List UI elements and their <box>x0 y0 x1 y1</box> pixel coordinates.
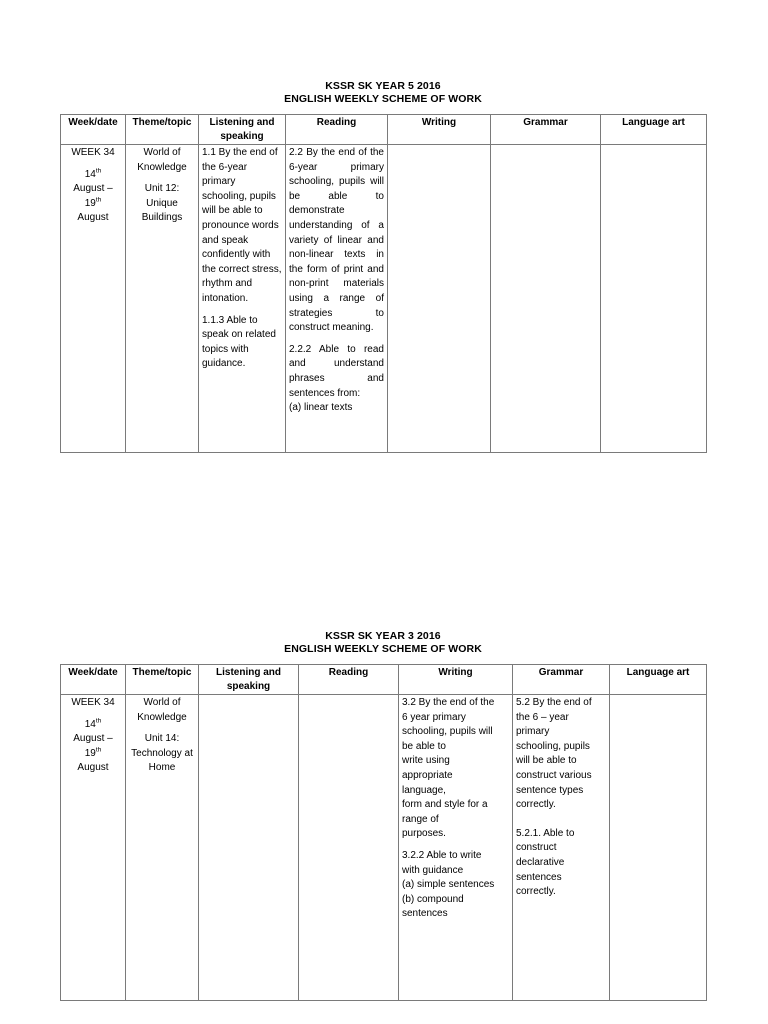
week-date-cell <box>61 695 126 1001</box>
header-week-date: Week/date <box>61 115 126 145</box>
text-line: be able to <box>402 740 446 752</box>
theme-topic-cell <box>126 695 199 1001</box>
grammar-cell <box>491 145 601 453</box>
text-line: sentences <box>516 871 562 883</box>
reading-objective-item: (a) linear texts <box>289 402 353 414</box>
theme-name: World of Knowledge <box>137 697 187 723</box>
reading-cell <box>286 145 388 453</box>
header-listening-speaking: Listening and speaking <box>199 665 299 695</box>
language-art-cell <box>601 145 707 453</box>
writing-standard <box>402 696 509 842</box>
scheme-table <box>60 664 707 1001</box>
text-line: correctly. <box>516 886 556 898</box>
listening-speaking-cell <box>199 695 299 1001</box>
text-line: correctly. <box>516 799 556 811</box>
week-label: WEEK 34 <box>71 697 115 708</box>
text-line: schooling, pupils will <box>402 726 493 738</box>
scheme-title-line-2: ENGLISH WEEKLY SCHEME OF WORK <box>284 643 482 655</box>
unit-label: Unit 14: <box>144 733 180 745</box>
writing-cell <box>399 695 513 1001</box>
text-line: 3.2 By the end of the <box>402 697 495 708</box>
table-header-row <box>61 115 707 145</box>
text-line: 5.2.1. Able to <box>516 827 575 839</box>
week-label: WEEK 34 <box>71 147 115 158</box>
header-theme-topic: Theme/topic <box>126 665 199 695</box>
date-end-month: August <box>77 212 109 224</box>
header-grammar: Grammar <box>491 115 601 145</box>
reading-objective: 2.2.2 Able to read and understand phrases and sentences from: <box>289 343 384 399</box>
text-line: will be able to <box>516 755 577 767</box>
text-line: construct <box>516 842 557 854</box>
reading-standard: 2.2 By the end of the 6-year primary schooling, pupils will be able to demonstrate understanding of a variety of linear and non-linear texts in the form of print and non-print materials using a range of strategies to construct meaning. <box>289 147 384 334</box>
listening-speaking-cell <box>199 145 286 453</box>
table-header-row <box>61 665 707 695</box>
header-reading: Reading <box>286 115 388 145</box>
table-row <box>61 695 707 1001</box>
writing-cell <box>388 145 491 453</box>
date-start-month: August – <box>73 733 113 745</box>
scheme-title <box>60 630 706 656</box>
header-reading: Reading <box>299 665 399 695</box>
text-line: construct various <box>516 769 592 781</box>
text-line: 3.2.2 Able to write <box>402 849 482 861</box>
theme-topic-cell <box>126 145 199 453</box>
date-start-day: 14th <box>84 167 102 180</box>
header-theme-topic: Theme/topic <box>126 115 199 145</box>
scheme-title-line-2: ENGLISH WEEKLY SCHEME OF WORK <box>284 93 482 105</box>
grammar-objective <box>516 827 606 900</box>
header-week-date: Week/date <box>61 665 126 695</box>
text-line: 6 year primary <box>402 711 466 723</box>
reading-cell <box>299 695 399 1001</box>
writing-objective <box>402 849 509 922</box>
scheme-year5 <box>60 80 706 453</box>
text-line: sentence types <box>516 784 584 796</box>
text-line: declarative <box>516 856 565 868</box>
text-line: purposes. <box>402 828 446 840</box>
text-line: form and style for a <box>402 799 488 811</box>
text-line: 5.2 By the end of <box>516 697 592 708</box>
header-listening-speaking: Listening and speaking <box>199 115 286 145</box>
date-start-day: 14th <box>84 717 102 730</box>
date-end-day: 19th <box>84 196 102 209</box>
text-line: sentences <box>402 908 448 920</box>
table-row <box>61 145 707 453</box>
text-line: primary <box>516 726 550 738</box>
scheme-title-line-1: KSSR SK YEAR 5 2016 <box>325 80 441 92</box>
header-language-art: Language art <box>601 115 707 145</box>
unit-name: Technology at Home <box>131 747 193 774</box>
scheme-title-line-1: KSSR SK YEAR 3 2016 <box>325 630 441 642</box>
header-language-art: Language art <box>610 665 707 695</box>
language-art-cell <box>610 695 707 1001</box>
text-line: appropriate <box>402 769 453 781</box>
date-end-month: August <box>77 762 109 774</box>
grammar-cell <box>513 695 610 1001</box>
text-line: with guidance <box>402 864 464 876</box>
text-line: schooling, pupils <box>516 740 590 752</box>
text-line: range of <box>402 813 439 825</box>
text-line: write using <box>402 755 450 767</box>
text-line: (a) simple sentences <box>402 879 495 891</box>
date-start-month: August – <box>73 183 113 195</box>
grammar-standard <box>516 696 606 813</box>
listening-objective: 1.1.3 Able to speak on related topics with guidance. <box>202 314 276 370</box>
unit-name: Unique Buildings <box>141 197 183 224</box>
header-writing: Writing <box>399 665 513 695</box>
header-grammar: Grammar <box>513 665 610 695</box>
scheme-title <box>60 80 706 106</box>
text-line: language, <box>402 784 446 796</box>
text-line: the 6 – year <box>516 711 569 723</box>
theme-name: World of Knowledge <box>137 147 187 173</box>
unit-label: Unit 12: <box>144 183 180 195</box>
header-writing: Writing <box>388 115 491 145</box>
week-date-cell <box>61 145 126 453</box>
scheme-table <box>60 114 707 453</box>
text-line: (b) compound <box>402 893 464 905</box>
listening-standard: 1.1 By the end of the 6-year primary schooling, pupils will be able to pronounce words and speak confidently with the correct stress, rhythm and intonation. <box>202 147 282 304</box>
scheme-year3 <box>60 630 706 1001</box>
date-end-day: 19th <box>84 746 102 759</box>
